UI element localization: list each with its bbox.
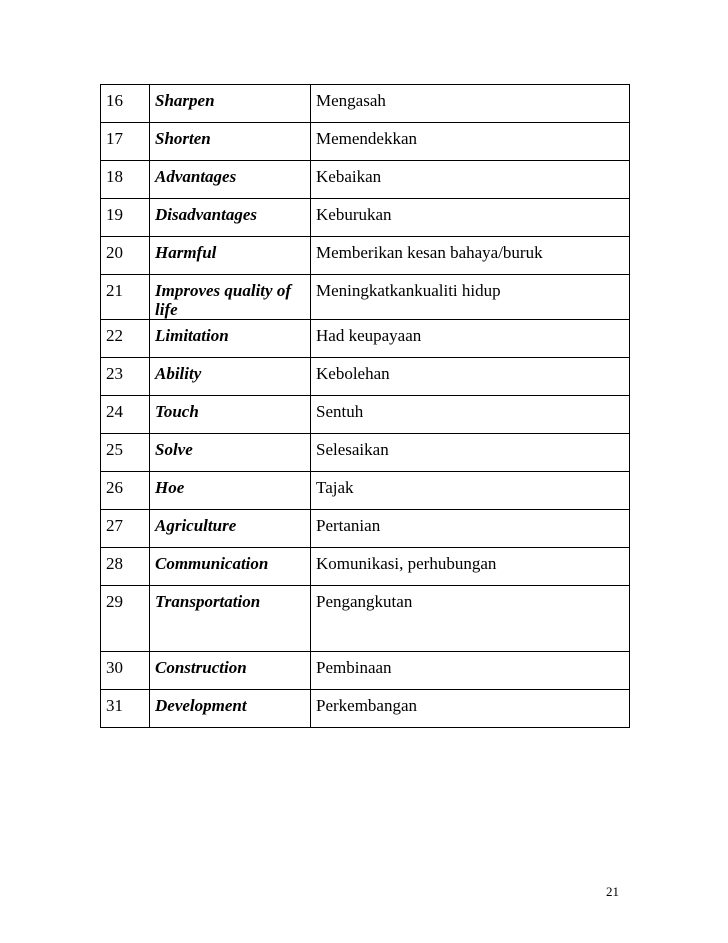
malay-translation: Pertanian xyxy=(311,510,630,548)
row-number: 25 xyxy=(101,434,150,472)
table-row xyxy=(101,510,630,548)
malay-translation: Selesaikan xyxy=(311,434,630,472)
page-number: 21 xyxy=(606,884,619,899)
row-number: 23 xyxy=(101,358,150,396)
vocabulary-table xyxy=(100,84,630,728)
malay-translation: Keburukan xyxy=(311,199,630,237)
malay-translation: Meningkatkankualiti hidup xyxy=(311,275,630,320)
table-row xyxy=(101,275,630,320)
table-row xyxy=(101,396,630,434)
malay-translation: Had keupayaan xyxy=(311,320,630,358)
malay-translation: Perkembangan xyxy=(311,690,630,728)
english-term: Touch xyxy=(150,396,311,434)
english-term: Limitation xyxy=(150,320,311,358)
malay-translation: Pembinaan xyxy=(311,652,630,690)
row-number: 18 xyxy=(101,161,150,199)
english-term: Advantages xyxy=(150,161,311,199)
row-number: 16 xyxy=(101,85,150,123)
english-term: Ability xyxy=(150,358,311,396)
malay-translation: Kebolehan xyxy=(311,358,630,396)
table-row xyxy=(101,548,630,586)
row-number: 19 xyxy=(101,199,150,237)
english-term: Solve xyxy=(150,434,311,472)
row-number: 17 xyxy=(101,123,150,161)
malay-translation: Pengangkutan xyxy=(311,586,630,652)
english-term: Improves quality of life xyxy=(150,275,311,320)
row-number: 21 xyxy=(101,275,150,320)
table-row xyxy=(101,199,630,237)
malay-translation: Memendekkan xyxy=(311,123,630,161)
malay-translation: Kebaikan xyxy=(311,161,630,199)
table-row xyxy=(101,320,630,358)
table-row xyxy=(101,85,630,123)
row-number: 28 xyxy=(101,548,150,586)
malay-translation: Tajak xyxy=(311,472,630,510)
table-row xyxy=(101,586,630,652)
row-number: 26 xyxy=(101,472,150,510)
english-term: Shorten xyxy=(150,123,311,161)
row-number: 27 xyxy=(101,510,150,548)
malay-translation: Memberikan kesan bahaya/buruk xyxy=(311,237,630,275)
english-term: Harmful xyxy=(150,237,311,275)
english-term: Disadvantages xyxy=(150,199,311,237)
english-term: Transportation xyxy=(150,586,311,652)
row-number: 31 xyxy=(101,690,150,728)
table-row xyxy=(101,472,630,510)
row-number: 22 xyxy=(101,320,150,358)
row-number: 29 xyxy=(101,586,150,652)
english-term: Communication xyxy=(150,548,311,586)
malay-translation: Mengasah xyxy=(311,85,630,123)
english-term: Construction xyxy=(150,652,311,690)
english-term: Development xyxy=(150,690,311,728)
table-row xyxy=(101,123,630,161)
malay-translation: Sentuh xyxy=(311,396,630,434)
english-term: Agriculture xyxy=(150,510,311,548)
row-number: 24 xyxy=(101,396,150,434)
malay-translation: Komunikasi, perhubungan xyxy=(311,548,630,586)
table-row xyxy=(101,358,630,396)
table-row xyxy=(101,434,630,472)
table-row xyxy=(101,237,630,275)
table-row xyxy=(101,652,630,690)
row-number: 30 xyxy=(101,652,150,690)
english-term: Sharpen xyxy=(150,85,311,123)
table-row xyxy=(101,690,630,728)
table-row xyxy=(101,161,630,199)
row-number: 20 xyxy=(101,237,150,275)
english-term: Hoe xyxy=(150,472,311,510)
